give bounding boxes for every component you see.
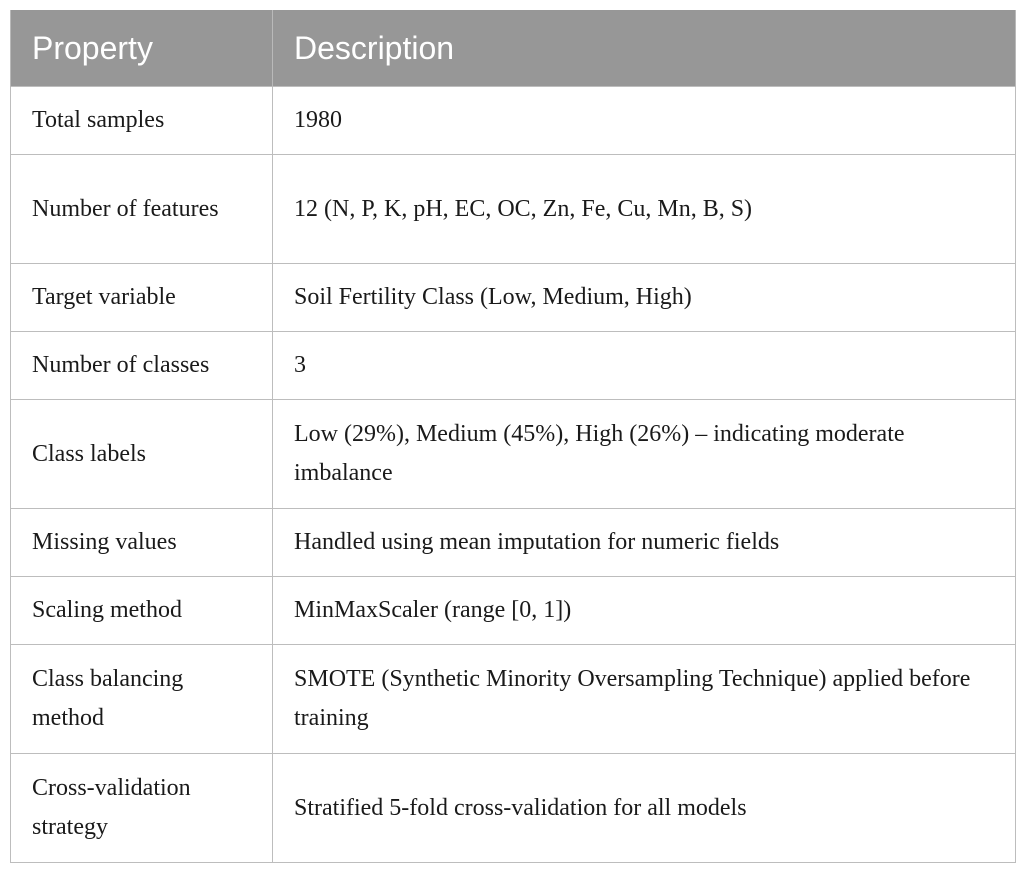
description-cell: 1980 [273, 87, 1016, 155]
property-cell: Class balancing method [11, 645, 273, 754]
table-row [11, 332, 1016, 400]
table-row [11, 754, 1016, 863]
description-cell: Stratified 5-fold cross-validation for all models [273, 754, 1016, 863]
property-cell: Target variable [11, 264, 273, 332]
property-cell: Scaling method [11, 577, 273, 645]
property-cell: Missing values [11, 509, 273, 577]
table-row [11, 509, 1016, 577]
property-cell: Total samples [11, 87, 273, 155]
description-cell: MinMaxScaler (range [0, 1]) [273, 577, 1016, 645]
table-row [11, 400, 1016, 509]
description-cell: 3 [273, 332, 1016, 400]
header-property: Property [11, 10, 273, 87]
property-cell: Number of features [11, 155, 273, 264]
table-row [11, 155, 1016, 264]
table-row [11, 645, 1016, 754]
data-table-container [10, 10, 1015, 863]
description-cell: SMOTE (Synthetic Minority Oversampling Technique) applied before training [273, 645, 1016, 754]
description-cell: Handled using mean imputation for numeric fields [273, 509, 1016, 577]
property-cell: Cross-validation strategy [11, 754, 273, 863]
description-cell: 12 (N, P, K, pH, EC, OC, Zn, Fe, Cu, Mn, B, S) [273, 155, 1016, 264]
description-cell: Soil Fertility Class (Low, Medium, High) [273, 264, 1016, 332]
description-cell: Low (29%), Medium (45%), High (26%) – indicating moderate imbalance [273, 400, 1016, 509]
table-row [11, 264, 1016, 332]
property-cell: Number of classes [11, 332, 273, 400]
table-row [11, 577, 1016, 645]
header-description: Description [273, 10, 1016, 87]
property-cell: Class labels [11, 400, 273, 509]
table-row [11, 87, 1016, 155]
table-header-row [11, 10, 1016, 87]
dataset-properties-table [10, 10, 1016, 863]
